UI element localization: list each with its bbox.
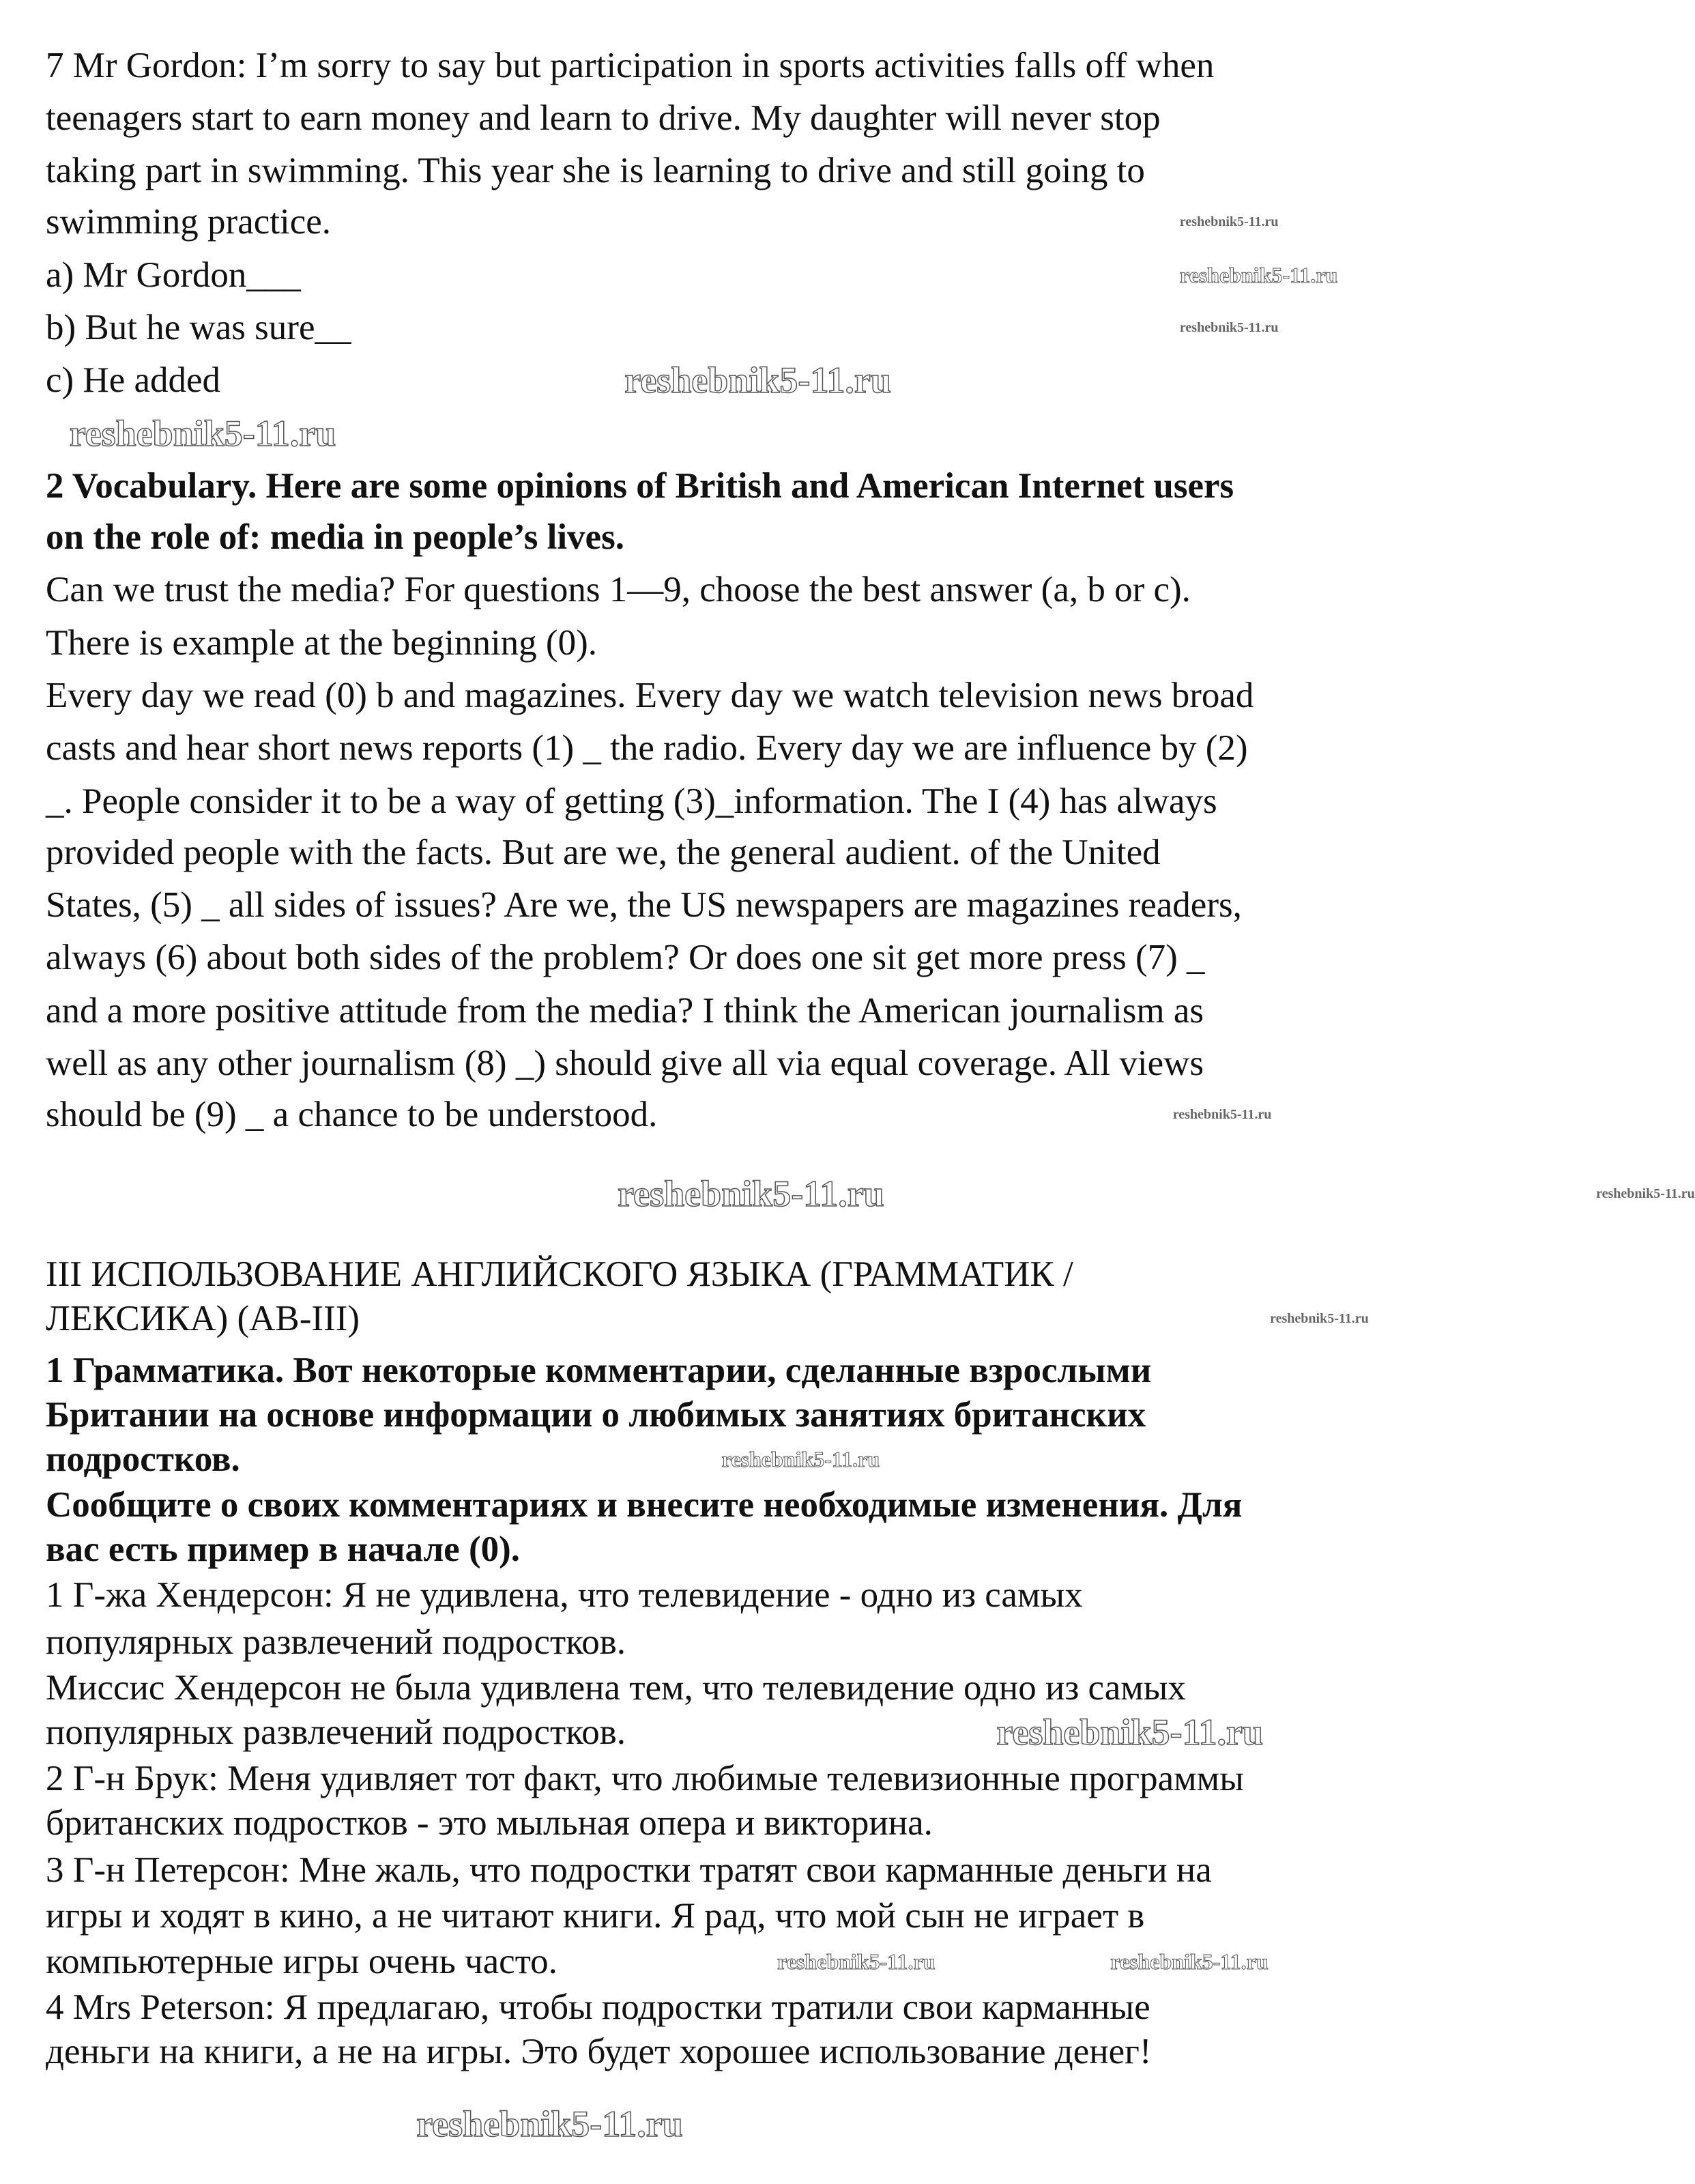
text-line: and a more positive attitude from the media? I think the American journalism as bbox=[46, 990, 1204, 1031]
watermark: reshebnik5-11.ru bbox=[777, 1949, 936, 1974]
text-line: taking part in swimming. This year she is learning to drive and still going to bbox=[46, 151, 1145, 191]
text-line: 4 Mrs Peterson: Я предлагаю, чтобы подростки тратили свои карманные bbox=[46, 1987, 1150, 2028]
section-heading-line: on the role of: media in people’s lives. bbox=[46, 517, 624, 558]
text-line: States, (5) _ all sides of issues? Are we, the US newspapers are magazines readers, bbox=[46, 885, 1242, 925]
text-line: There is example at the beginning (0). bbox=[46, 622, 597, 663]
watermark: reshebnik5-11.ru bbox=[1110, 1949, 1269, 1974]
watermark: reshebnik5-11.ru bbox=[618, 1173, 884, 1215]
text-line: 7 Mr Gordon: I’m sorry to say but participation in sports activities falls off when bbox=[46, 45, 1215, 85]
section-heading-line: Британии на основе информации о любимых занятиях британских bbox=[46, 1394, 1146, 1435]
text-line: c) He added bbox=[46, 360, 221, 401]
watermark: reshebnik5-11.ru bbox=[721, 1446, 880, 1471]
text-line: Can we trust the media? For questions 1—9, choose the best answer (a, b or c). bbox=[46, 570, 1191, 610]
text-line: деньги на книги, а не на игры. Это будет хорошее использование денег! bbox=[46, 2032, 1152, 2072]
watermark: reshebnik5-11.ru bbox=[1179, 214, 1279, 230]
text-line: Every day we read (0) b and magazines. Every day we watch television news broad bbox=[46, 676, 1254, 716]
watermark: reshebnik5-11.ru bbox=[1179, 320, 1279, 336]
text-line: британских подростков - это мыльная опера и викторина. bbox=[46, 1802, 933, 1843]
section-heading-line: Сообщите о своих комментариях и внесите необходимые изменения. Для bbox=[46, 1484, 1243, 1525]
text-line: 3 Г-н Петерсон: Мне жаль, что подростки тратят свои карманные деньги на bbox=[46, 1850, 1212, 1890]
text-line: игры и ходят в кино, а не читают книги. Я рад, что мой сын не играет в bbox=[46, 1895, 1145, 1936]
text-line: ЛЕКСИКА) (АВ-III) bbox=[46, 1299, 360, 1339]
watermark: reshebnik5-11.ru bbox=[996, 1712, 1263, 1753]
text-line: b) But he was sure__ bbox=[46, 308, 351, 348]
text-line: well as any other journalism (8) _) should give all via equal coverage. All views bbox=[46, 1044, 1204, 1084]
text-line: 2 Г-н Брук: Меня удивляет тот факт, что любимые телевизионные программы bbox=[46, 1758, 1244, 1798]
text-line: always (6) about both sides of the problem? Or does one sit get more press (7) _ bbox=[46, 938, 1205, 978]
text-line: provided people with the facts. But are we, the general audient. of the United bbox=[46, 832, 1161, 872]
section-heading-line: 1 Грамматика. Вот некоторые комментарии, сделанные взрослыми bbox=[46, 1350, 1152, 1390]
text-line: a) Mr Gordon___ bbox=[46, 255, 301, 295]
text-line: III ИСПОЛЬЗОВАНИЕ АНГЛИЙСКОГО ЯЗЫКА (ГРАММАТИК / bbox=[46, 1254, 1073, 1295]
watermark: reshebnik5-11.ru bbox=[1596, 1186, 1695, 1202]
text-line: swimming practice. bbox=[46, 202, 331, 242]
text-line: компьютерные игры очень часто. bbox=[46, 1942, 557, 1982]
watermark: reshebnik5-11.ru bbox=[1270, 1311, 1369, 1327]
section-heading-line: 2 Vocabulary. Here are some opinions of British and American Internet users bbox=[46, 465, 1234, 506]
watermark: reshebnik5-11.ru bbox=[1172, 1107, 1272, 1123]
text-line: Миссис Хендерсон не была удивлена тем, что телевидение одно из самых bbox=[46, 1668, 1186, 1708]
watermark: reshebnik5-11.ru bbox=[69, 412, 336, 454]
watermark: reshebnik5-11.ru bbox=[416, 2103, 683, 2145]
text-line: _. People consider it to be a way of getting (3)_information. The I (4) has always bbox=[46, 781, 1217, 821]
section-heading-line: вас есть пример в начале (0). bbox=[46, 1529, 521, 1569]
text-line: 1 Г-жа Хендерсон: Я не удивлена, что телевидение - одно из самых bbox=[46, 1575, 1083, 1615]
watermark: reshebnik5-11.ru bbox=[624, 360, 891, 401]
text-line: casts and hear short news reports (1) _ the radio. Every day we are influence by (2) bbox=[46, 728, 1248, 768]
watermark: reshebnik5-11.ru bbox=[1179, 262, 1338, 287]
text-line: should be (9) _ a chance to be understood. bbox=[46, 1095, 658, 1135]
section-heading-line: подростков. bbox=[46, 1439, 240, 1479]
text-line: популярных развлечений подростков. bbox=[46, 1712, 626, 1753]
text-line: teenagers start to earn money and learn to drive. My daughter will never stop bbox=[46, 98, 1161, 138]
text-line: популярных развлечений подростков. bbox=[46, 1622, 626, 1663]
